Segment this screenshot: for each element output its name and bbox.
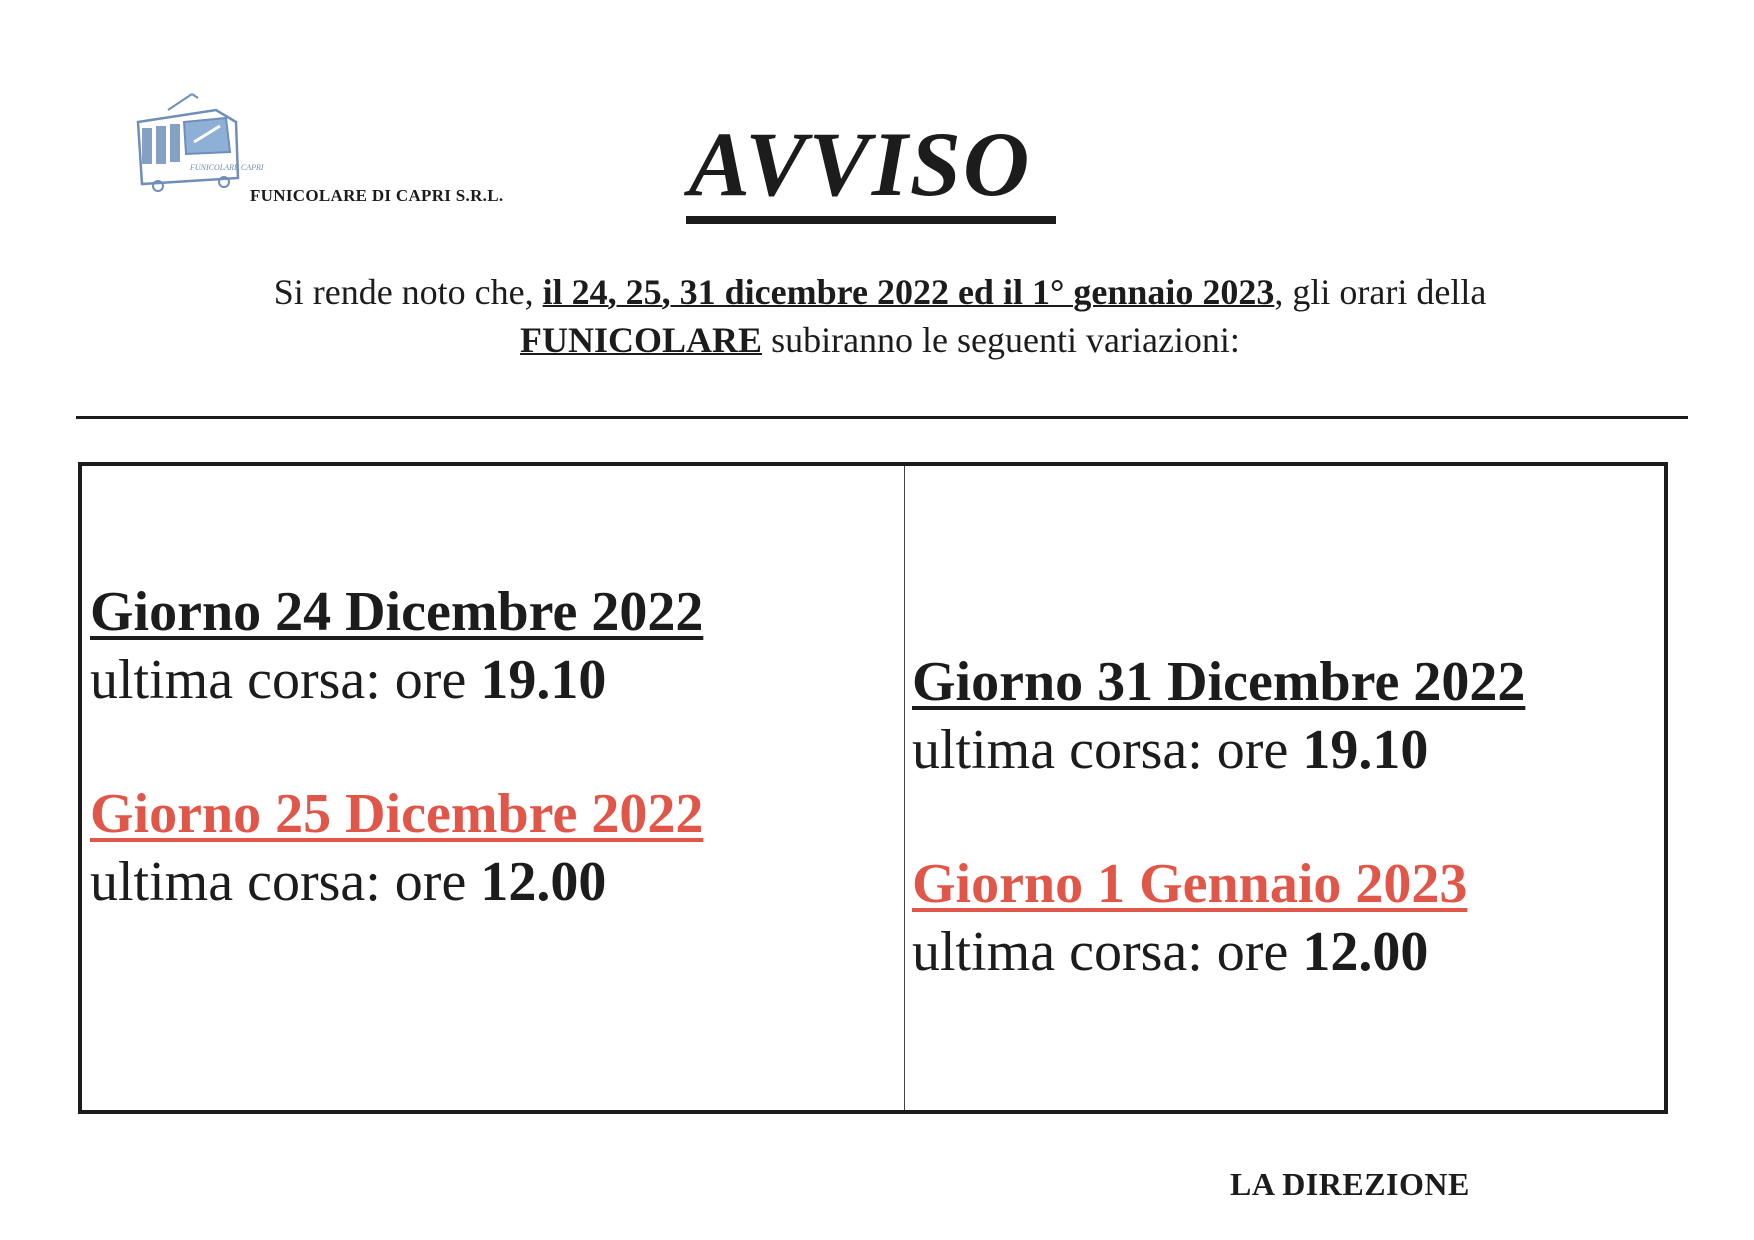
- schedule-entry: [912, 650, 1525, 784]
- intro-middle: , gli orari della: [1274, 272, 1487, 312]
- title-underline: [686, 216, 1056, 224]
- schedule-time: 12.00: [1302, 921, 1429, 983]
- schedule-info: [90, 646, 703, 714]
- schedule-entry: [912, 852, 1467, 986]
- schedule-day: Giorno 31 Dicembre 2022: [912, 651, 1526, 713]
- schedule-column-divider: [904, 466, 905, 1110]
- schedule-info: [912, 716, 1525, 784]
- schedule-entry: [90, 782, 703, 916]
- horizontal-divider: [76, 416, 1688, 419]
- logo-text: FUNICOLARE CAPRI: [190, 163, 264, 172]
- schedule-entry: [90, 580, 703, 714]
- schedule-label: ultima corsa: ore: [90, 851, 467, 913]
- company-name: FUNICOLARE DI CAPRI S.R.L.: [250, 186, 504, 205]
- schedule-day: Giorno 24 Dicembre 2022: [90, 581, 704, 643]
- schedule-label: ultima corsa: ore: [90, 649, 467, 711]
- schedule-time: 19.10: [1302, 719, 1429, 781]
- intro-suffix: subiranno le seguenti variazioni:: [771, 320, 1240, 360]
- schedule-info: [912, 918, 1467, 986]
- schedule-info: [90, 848, 703, 916]
- schedule-time: 12.00: [480, 851, 607, 913]
- intro-prefix: Si rende noto che,: [273, 272, 534, 312]
- schedule-day: Giorno 1 Gennaio 2023: [912, 853, 1468, 915]
- schedule-label: ultima corsa: ore: [912, 921, 1289, 983]
- intro-dates: il 24, 25, 31 dicembre 2022 ed il 1° gennaio 2023: [542, 272, 1275, 312]
- schedule-label: ultima corsa: ore: [912, 719, 1289, 781]
- schedule-day: Giorno 25 Dicembre 2022: [90, 783, 704, 845]
- notice-title: AVVISO: [688, 113, 1032, 215]
- funicular-logo: [128, 92, 264, 200]
- signature: LA DIREZIONE: [1230, 1166, 1470, 1202]
- schedule-time: 19.10: [480, 649, 607, 711]
- intro-subject: FUNICOLARE: [520, 320, 763, 360]
- intro-paragraph: [130, 268, 1630, 364]
